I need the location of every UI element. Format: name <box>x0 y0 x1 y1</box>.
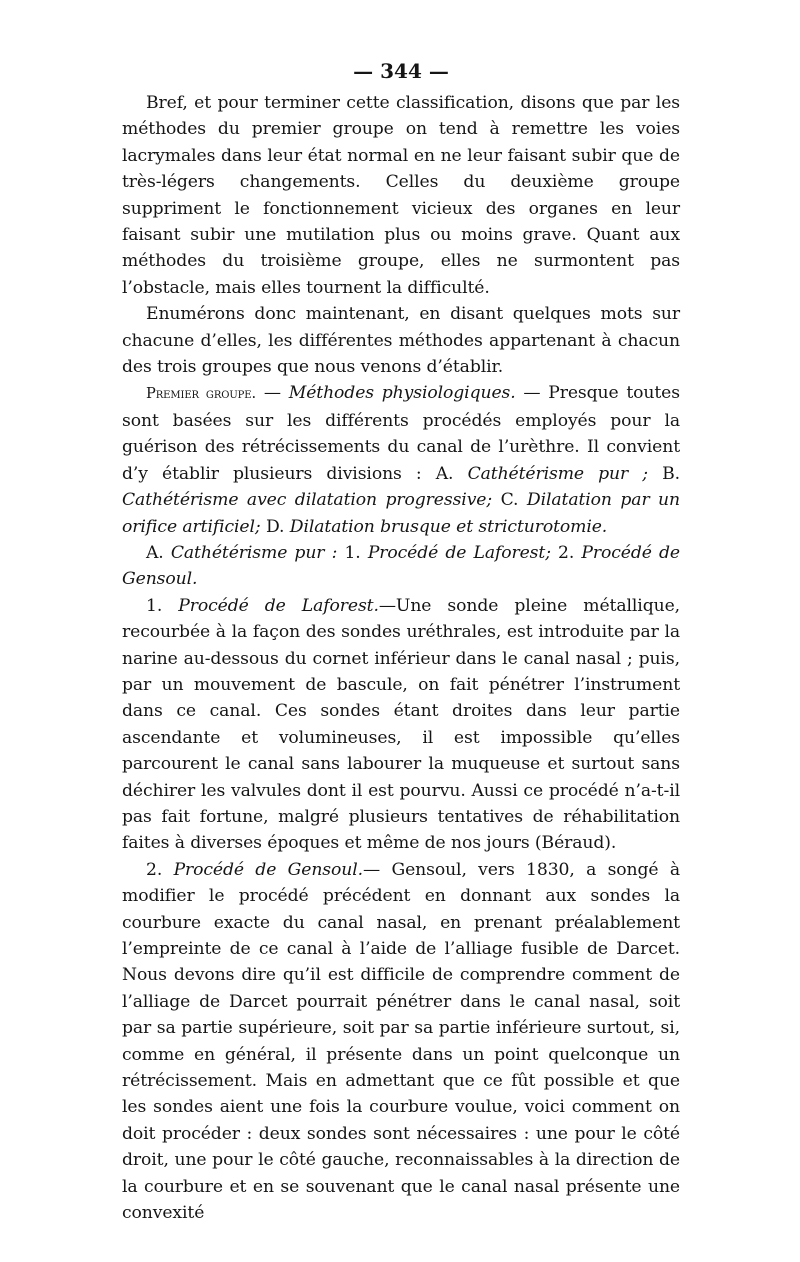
procedure-title: Procédé de Laforest. <box>178 595 379 616</box>
dash: — <box>256 383 289 404</box>
paragraph-text: A. <box>146 542 171 563</box>
item-number: 1. <box>146 595 179 616</box>
division-a: Cathétérisme pur ; <box>467 463 648 484</box>
paragraph-text: — Gensoul, vers 1830, a songé à modifier le procédé précédent en donnant aux sondes la courbure exacte du canal nasal, en prenant préalablement l’empreinte de ce canal à l’aide de l’alliage fusible de Darcet. Nous devons dire qu’il est difficile de comprendre comment de l’alliage de Darcet pourrait pénétrer dans le canal nasal, soit par sa partie supérieure, soit par sa partie inférieure surtout, si, comme en général, il présente dans un point quelconque un rétrécissement. Mais en admettant que ce fût possible et que les sondes aient une fois la courbure voulue, voici comment on doit procéder : deux sondes sont nécessaires : une pour le côté droit, une pour le côté gauche, reconnaissables à la direction de la courbure et en se souvenant que le canal nasal présente une convexité <box>122 859 680 1224</box>
paragraph-classification-summary: Bref, et pour terminer cette classification, disons que par les méthodes du premier groupe on tend à remettre les voies lacrymales dans leur état normal en ne leur faisant subir que de très-légers changements. Celles du deuxième groupe suppriment le fonctionnement vicieux des organes en leur faisant subir une mutilation plus ou moins grave. Quant aux méthodes du troisième groupe, elles ne surmontent pas l’obstacle, mais elles tournent la difficulté. <box>122 93 680 298</box>
paragraph-catheterisme-pur <box>122 540 680 593</box>
section-title: Méthodes physiologiques. <box>288 383 516 404</box>
paragraph-enumeration-intro: Enumérons donc maintenant, en disant quelques mots sur chacune d’elles, les différentes méthodes appartenant à chacun des trois groupes que nous venons d’établir. <box>122 304 680 378</box>
subsection-title: Cathétérisme pur : <box>170 542 338 563</box>
paragraph-text: C. <box>492 490 527 511</box>
paragraph-text: — Presque toutes sont basées sur les différents procédés employés pour la guérison des rétrécissements du canal de l’urèthre. Il convient d’y établir plusieurs divisions : A. <box>122 383 680 484</box>
procedure-title: Procédé de Gensoul. <box>173 859 364 880</box>
division-c: Dilatation par un orifice artificiel; <box>122 490 680 537</box>
paragraph-text: D. <box>260 516 290 537</box>
paragraph-text: —Une sonde pleine métallique, recourbée à la façon des sondes uréthrales, est introduite par la narine au-dessous du cornet inférieur dans le canal nasal ; puis, par un mouvement de bascule, on fait pénétrer l’instrument dans ce canal. Ces sondes étant droites dans leur partie ascendante et volumineuses, il est impossible qu’elles parcourent le canal sans labourer la muqueuse et surtout sans déchirer les valvules dont il est pourvu. Aussi ce procédé n’a-t-il pas fait fortune, malgré plusieurs tentatives de réhabilitation faites à diverses époques et même de nos jours (Béraud). <box>122 595 681 854</box>
paragraph-text: 2. <box>550 542 582 563</box>
paragraph-premier-groupe <box>122 380 680 539</box>
page-number: — 344 — <box>353 59 449 83</box>
procedure-laforest-ref: Procédé de Laforest; <box>367 542 551 563</box>
paragraph-procede-laforest <box>122 593 680 857</box>
item-number: 2. <box>146 859 174 880</box>
book-page <box>122 58 680 1226</box>
section-label: Premier groupe. <box>146 385 257 403</box>
paragraph-procede-gensoul <box>122 857 680 1227</box>
procedure-gensoul-ref: Procédé de Gensoul. <box>122 542 680 590</box>
division-d: Dilatation brusque et stricturotomie. <box>289 516 608 537</box>
paragraph-text: B. <box>647 463 680 484</box>
division-b: Cathétérisme avec dilatation progressive; <box>122 490 493 511</box>
paragraph-text: 1. <box>337 542 368 563</box>
